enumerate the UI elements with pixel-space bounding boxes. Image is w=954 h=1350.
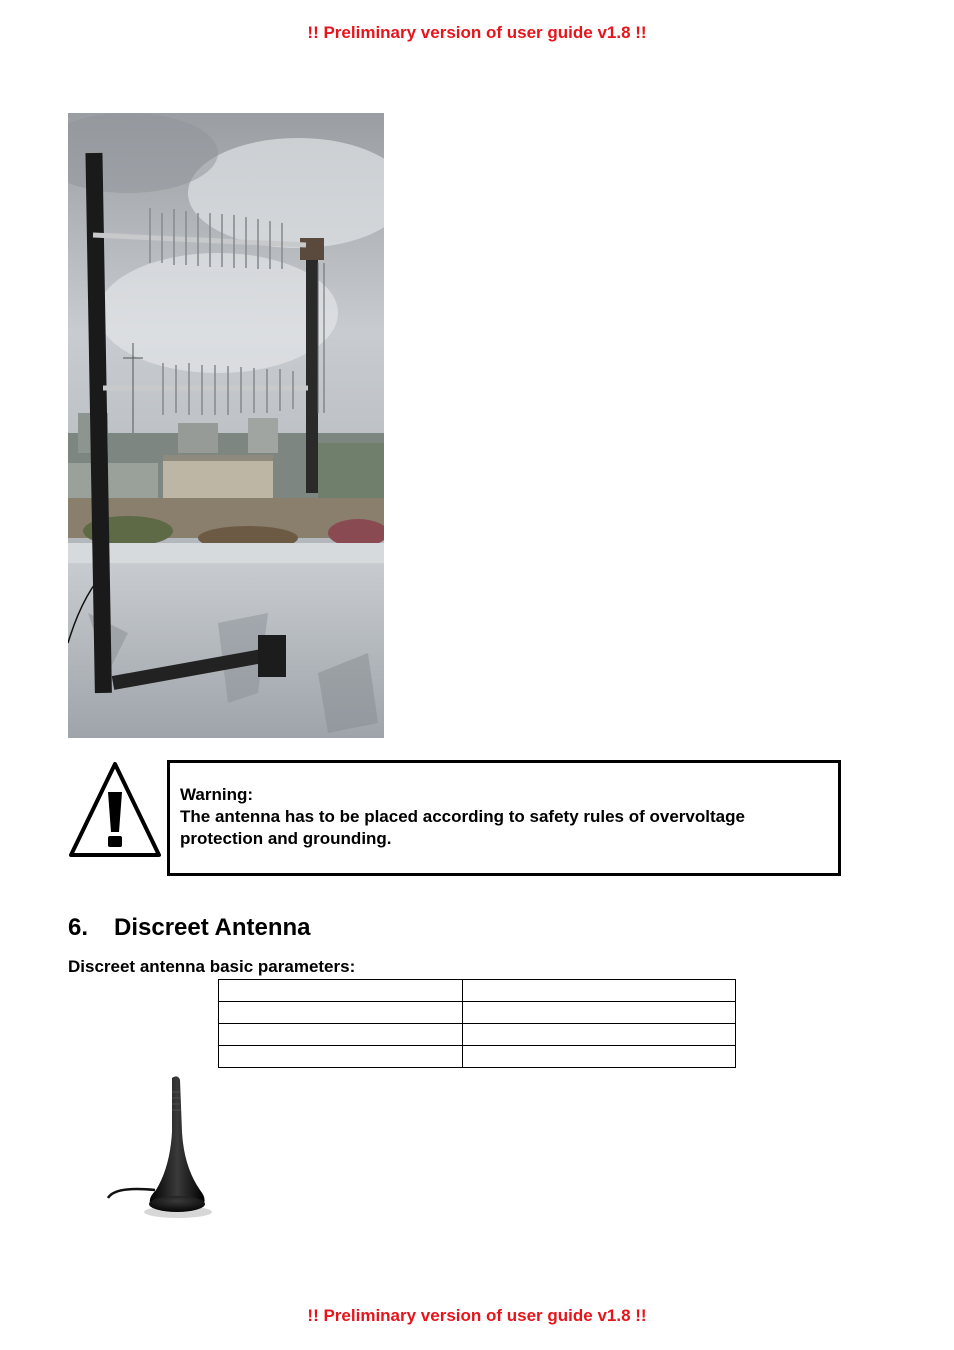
preliminary-banner-top: !! Preliminary version of user guide v1.8 !!: [307, 23, 647, 42]
table-cell: [463, 1002, 736, 1024]
table-cell: [219, 1002, 463, 1024]
preliminary-banner-bottom: !! Preliminary version of user guide v1.8 !!: [307, 1306, 647, 1325]
warning-line-2: protection and grounding.: [180, 829, 392, 848]
section-title: Discreet Antenna: [114, 914, 311, 941]
params-table: [218, 979, 736, 1068]
exclamation-triangle-icon: [68, 760, 162, 858]
section-number: 6.: [68, 914, 89, 941]
table-cell: [463, 980, 736, 1002]
warning-line-1: The antenna has to be placed according to safety rules of overvoltage: [180, 807, 745, 826]
discreet-magnetic-antenna-photo: [100, 1072, 216, 1222]
warning-box: [167, 760, 841, 876]
table-row: [219, 1024, 736, 1046]
table-row: [219, 980, 736, 1002]
table-cell: [219, 980, 463, 1002]
yagi-antennas-mast-photo: [68, 113, 384, 738]
table-row: [219, 1002, 736, 1024]
table-cell: [219, 1046, 463, 1068]
table-cell: [463, 1046, 736, 1068]
table-row: [219, 1046, 736, 1068]
warning-title: Warning:: [180, 785, 254, 804]
table-cell: [463, 1024, 736, 1046]
section-heading: [68, 914, 311, 942]
warning-text: [180, 784, 826, 850]
table-cell: [219, 1024, 463, 1046]
params-caption: Discreet antenna basic parameters:: [68, 957, 356, 976]
